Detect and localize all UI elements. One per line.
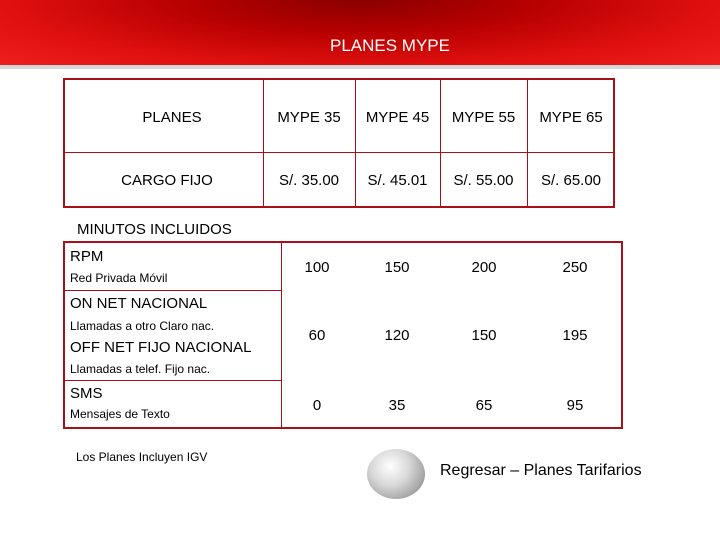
sms-subtitle: Mensajes de Texto (70, 407, 170, 421)
rpm-title: RPM (70, 248, 104, 265)
rpm-subtitle: Red Privada Móvil (70, 271, 168, 285)
rpm-value-2: 150 (384, 259, 410, 276)
rpm-value-4: 250 (562, 259, 588, 276)
plan-name-2: MYPE 45 (365, 109, 430, 126)
rpm-value-3: 200 (471, 259, 497, 276)
sms-value-3: 65 (475, 397, 493, 414)
onnet-title: ON NET NACIONAL (70, 295, 208, 312)
onnet-value-1: 60 (308, 327, 326, 344)
plan-fee-2: S/. 45.01 (367, 172, 428, 189)
minutes-table (63, 241, 623, 429)
plan-name-3: MYPE 55 (451, 109, 516, 126)
sms-title: SMS (70, 385, 103, 402)
back-button-icon[interactable] (367, 449, 425, 499)
plans-table-row-divider (65, 152, 613, 153)
plan-name-1: MYPE 35 (277, 109, 341, 126)
plans-header-label: PLANES (142, 109, 202, 126)
plan-name-4: MYPE 65 (539, 109, 603, 126)
onnet-value-4: 195 (562, 327, 588, 344)
plan-fee-1: S/. 35.00 (278, 172, 340, 189)
igv-note: Los Planes Incluyen IGV (76, 450, 208, 464)
fee-label: CARGO FIJO (121, 172, 213, 189)
plan-fee-4: S/. 65.00 (540, 172, 602, 189)
header-divider (0, 65, 720, 69)
offnet-subtitle: Llamadas a telef. Fijo nac. (70, 362, 211, 376)
minutes-heading: MINUTOS INCLUIDOS (77, 221, 232, 238)
offnet-title: OFF NET FIJO NACIONAL (70, 339, 252, 356)
minutes-table-row-divider (65, 290, 281, 291)
plan-fee-3: S/. 55.00 (453, 172, 514, 189)
sms-value-1: 0 (312, 397, 322, 414)
onnet-subtitle: Llamadas a otro Claro nac. (70, 319, 215, 333)
onnet-value-3: 150 (471, 327, 497, 344)
sms-value-4: 95 (566, 397, 584, 414)
page-title: PLANES MYPE (330, 36, 450, 55)
sms-value-2: 35 (388, 397, 406, 414)
plans-table (63, 78, 615, 208)
rpm-value-1: 100 (304, 259, 330, 276)
onnet-value-2: 120 (384, 327, 410, 344)
header-banner (0, 0, 720, 67)
minutes-table-row-divider (65, 380, 281, 381)
back-link[interactable]: Regresar – Planes Tarifarios (440, 462, 642, 479)
